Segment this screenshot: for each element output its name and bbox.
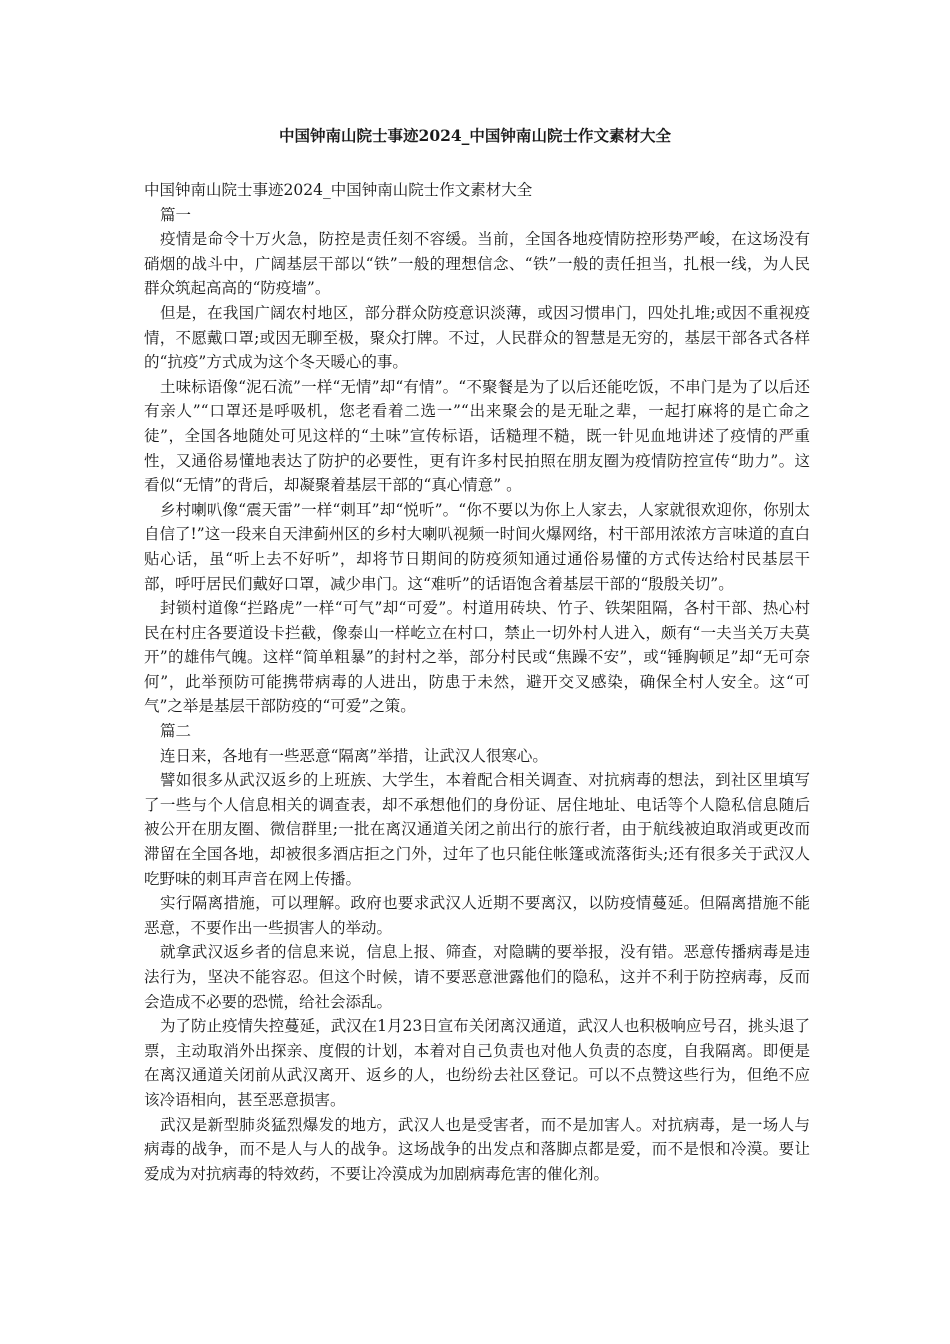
paragraph: 为了防止疫情失控蔓延，武汉在1月23日宣布关闭离汉通道，武汉人也积极响应号召，挑头退了票，主动取消外出探亲、度假的计划，本着对自己负责也对他人负责的态度，自我隔离。即便是在离汉通道关闭前从武汉离开、返乡的人，也纷纷去社区登记。可以不点赞这些行为，但绝不应该冷语相向，甚至恶意损害。 <box>144 1017 810 1109</box>
paragraph: 就拿武汉返乡者的信息来说，信息上报、筛查，对隐瞒的要举报，没有错。恶意传播病毒是违法行为，坚决不能容忍。但这个时候，请不要恶意泄露他们的隐私，这并不利于防控病毒，反而会造成不必要的恐慌，给社会添乱。 <box>144 943 810 1011</box>
paragraph: 疫情是命令十万火急，防控是责任刻不容缓。当前，全国各地疫情防控形势严峻，在这场没有硝烟的战斗中，广阔基层干部以“铁”一般的理想信念、“铁”一般的责任担当，扎根一线，为人民群众筑起高高的“防疫墙”。 <box>144 230 810 298</box>
document-title: 中国钟南山院士事迹2024_中国钟南山院士作文素材大全 <box>279 126 671 145</box>
document-body <box>144 178 810 1186</box>
section-label-1: 篇一 <box>160 205 192 224</box>
paragraph: 乡村喇叭像“震天雷”一样“刺耳”却“悦听”。“你不要以为你上人家去，人家就很欢迎你，你别太自信了!”这一段来自天津蓟州区的乡村大喇叭视频一时间火爆网络，村干部用浓浓方言味道的直白贴心话，虽“听上去不好听”，却将节日期间的防疫须知通过通俗易懂的方式传达给村民基层干部，呼吁居民们戴好口罩，减少串门。这“难听”的话语饱含着基层干部的“殷殷关切”。 <box>144 500 810 593</box>
paragraph: 武汉是新型肺炎猛烈爆发的地方，武汉人也是受害者，而不是加害人。对抗病毒，是一场人与病毒的战争，而不是人与人的战争。这场战争的出发点和落脚点都是爱，而不是恨和冷漠。要让爱成为对抗病毒的特效药，不要让冷漠成为加剧病毒危害的催化剂。 <box>144 1115 810 1183</box>
paragraph: 连日来，各地有一些恶意“隔离”举措，让武汉人很寒心。 <box>160 746 548 765</box>
paragraph: 土味标语像“泥石流”一样“无情”却“有情”。“不聚餐是为了以后还能吃饭，不串门是为了以后还有亲人”“口罩还是呼吸机，您老看着二选一”“出来聚会的是无耻之辈，一起打麻将的是亡命之徒”，全国各地随处可见这样的“土味”宣传标语，话糙理不糙，既一针见血地讲述了疫情的严重性，又通俗易懂地表达了防护的必要性，更有许多村民拍照在朋友圈为疫情防控宣传“助力”。这看似“无情”的背后，却凝聚着基层干部的“真心情意” 。 <box>144 377 810 495</box>
paragraph: 但是，在我国广阔农村地区，部分群众防疫意识淡薄，或因习惯串门，四处扎堆;或因不重视疫情，不愿戴口罩;或因无聊至极，聚众打牌。不过，人民群众的智慧是无穷的，基层干部各式各样的“抗疫”方式成为这个冬天暖心的事。 <box>144 303 810 372</box>
section-label-2: 篇二 <box>160 722 192 741</box>
paragraph: 譬如很多从武汉返乡的上班族、大学生，本着配合相关调查、对抗病毒的想法，到社区里填写了一些与个人信息相关的调查表，却不承想他们的身份证、居住地址、电话等个人隐私信息随后被公开在朋友圈、微信群里;一批在离汉通道关闭之前出行的旅行者，由于航线被迫取消或更改而滞留在全国各地，却被很多酒店拒之门外，过年了也只能住帐篷或流落街头;还有很多关于武汉人吃野味的刺耳声音在网上传播。 <box>144 771 810 888</box>
document-subtitle: 中国钟南山院士事迹2024_中国钟南山院士作文素材大全 <box>144 181 533 199</box>
paragraph: 封锁村道像“拦路虎”一样“可气”却“可爱”。村道用砖块、竹子、铁架阻隔，各村干部、热心村民在村庄各要道设卡拦截，像泰山一样屹立在村口，禁止一切外村人进入，颇有“一夫当关万夫莫开”的雄伟气魄。这样“简单粗暴”的封村之举，部分村民或“焦躁不安”，或“锤胸顿足”却“无可奈何”，此举预防可能携带病毒的人进出，防患于未然，避开交叉感染，确保全村人安全。这“可气”之举是基层干部防疫的“可爱”之策。 <box>144 599 810 716</box>
paragraph: 实行隔离措施，可以理解。政府也要求武汉人近期不要离汉，以防疫情蔓延。但隔离措施不能恶意，不要作出一些损害人的举动。 <box>144 894 810 937</box>
